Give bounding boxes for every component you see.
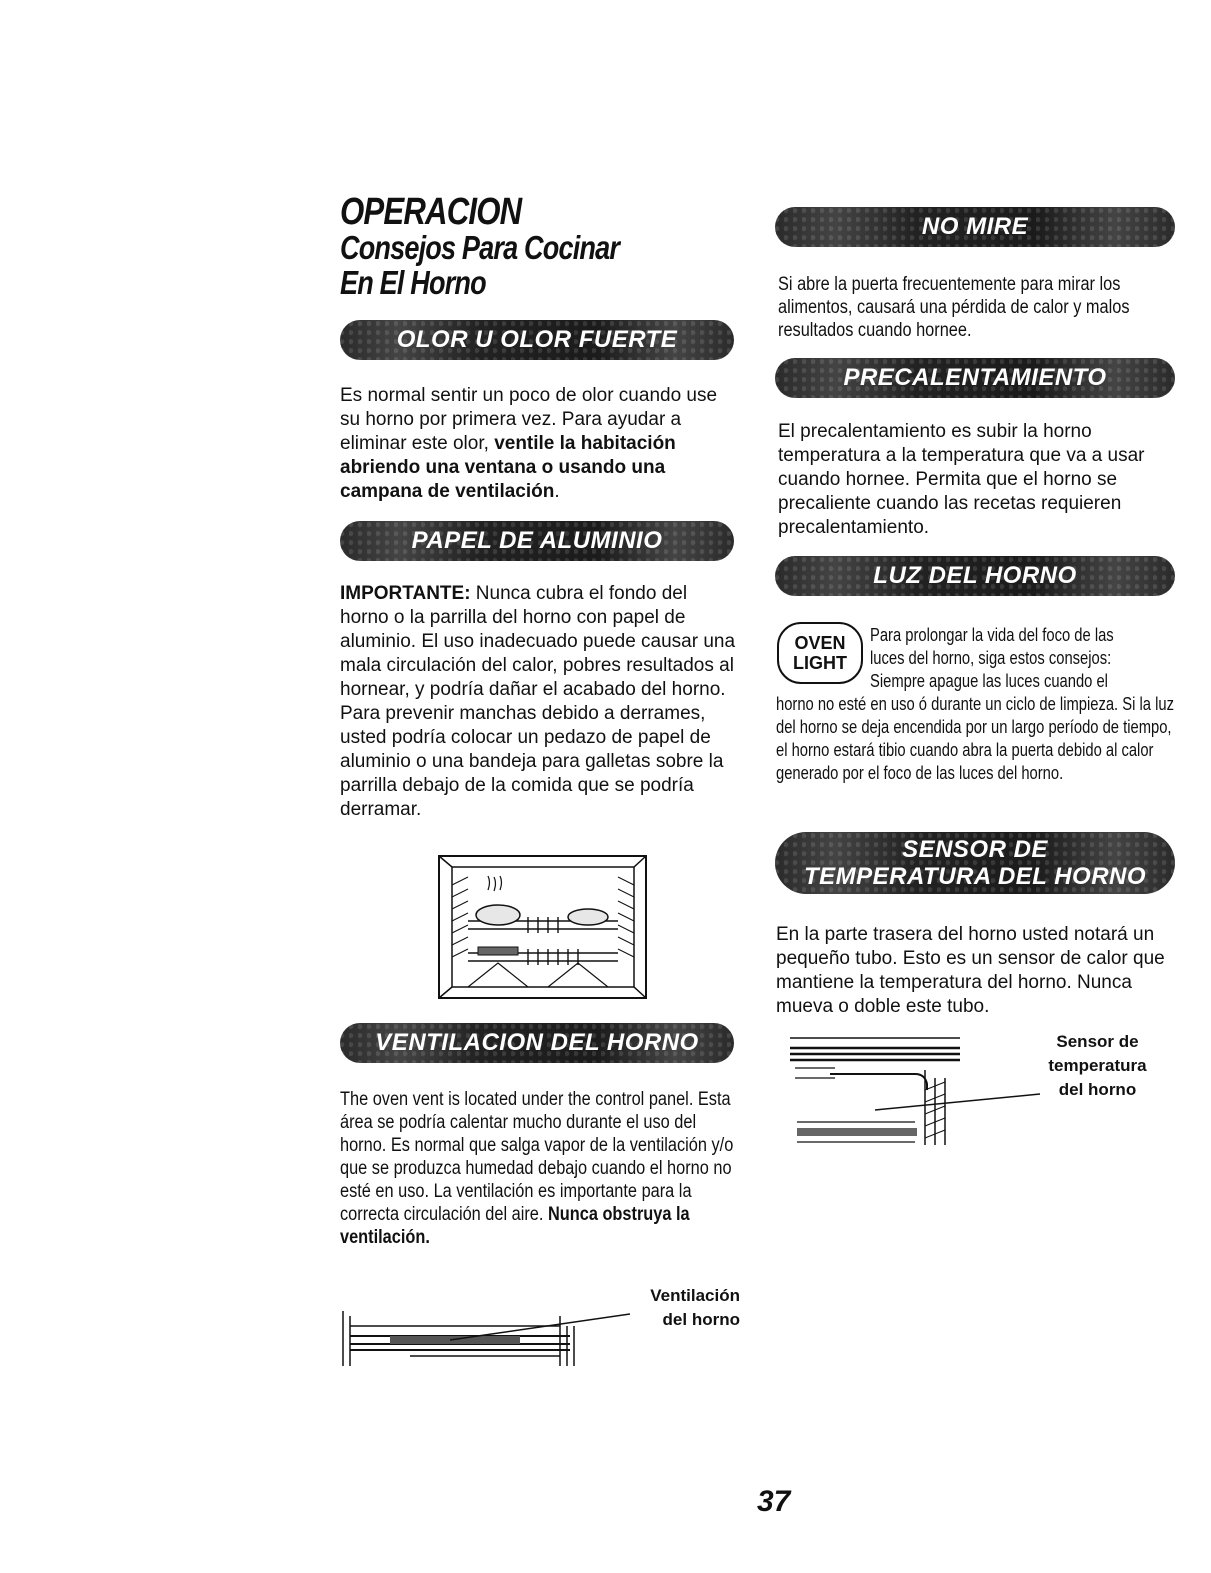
sensor-figure-label: [1040, 1030, 1155, 1102]
section-heading-luz-text: LUZ DEL HORNO: [873, 562, 1077, 589]
papel-label: IMPORTANTE:: [340, 583, 471, 604]
section-heading-papel: [340, 521, 734, 561]
luz-intro-lines: [870, 624, 1182, 693]
section-heading-ventilacion-text: VENTILACION DEL HORNO: [375, 1029, 699, 1056]
section-heading-precalentamiento-text: PRECALENTAMIENTO: [843, 364, 1107, 391]
papel-paragraph: [340, 582, 740, 822]
oven-vent-illustration: [340, 1306, 630, 1366]
section-heading-sensor-text: [804, 836, 1146, 890]
oven-interior-illustration: [438, 855, 648, 1000]
papel-text: Nunca cubra el fondo del horno o la parrilla del horno con papel de aluminio. El uso inadecuado puede causar una mala circulación del calor, pobres resultados al hornear, y podría dañar el acabado del horno. Para prevenir manchas debido a derrames, usted podría colocar un pedazo de papel de aluminio o una bandeja para galletas sobre la parrilla debajo de la comida que se podría derramar.: [340, 583, 736, 820]
vent-label-line1: Ventilación: [650, 1286, 740, 1305]
ventilacion-text: The oven vent is located under the control panel. Esta área se podría calentar mucho durante el uso del horno. Es normal que salga vapor de la ventilación y/o que se produzca humedad debajo cuando el horno no esté en uso. La ventilación es importante para la correcta circulación del aire.: [340, 1089, 734, 1225]
section-heading-no-mire-text: NO MIRE: [921, 213, 1029, 240]
vent-label-line2: del horno: [662, 1310, 740, 1329]
luz-line3: Siempre apague las luces cuando el: [870, 671, 1108, 691]
luz-line1: Para prolongar la vida del foco de las: [870, 625, 1114, 645]
page-subtitle-line1: Consejos Para Cocinar: [340, 229, 620, 266]
no-mire-paragraph: Si abre la puerta frecuentemente para mirar los alimentos, causará una pérdida de calor y malos resultados cuando hornee.: [778, 274, 1130, 341]
oven-light-key-line1: OVEN: [794, 633, 846, 653]
page-number: 37: [757, 1485, 791, 1518]
luz-paragraph: horno no esté en uso ó durante un ciclo de limpieza. Si la luz del horno se deja encendida por un largo período de tiempo, el horno estará tibio cuando abra la puerta debido al calor generado por el foco de las luces del horno.: [776, 694, 1174, 783]
section-heading-papel-text: PAPEL DE ALUMINIO: [411, 527, 663, 554]
olor-text-bold: ventile la habitación abriendo una ventana o usando una campana de ventilación: [340, 433, 676, 502]
section-heading-no-mire: [775, 207, 1175, 247]
oven-light-key-icon: [777, 622, 863, 684]
sensor-heading-line1: SENSOR DE: [902, 836, 1048, 863]
temperature-sensor-illustration: [775, 1030, 1045, 1145]
precalentamiento-paragraph: El precalentamiento es subir la horno temperatura a la temperatura que va a usar cuando hornee. Permita que el horno se precaliente cuando las recetas requieren precalentamiento.: [778, 421, 1145, 538]
section-heading-sensor: [775, 832, 1175, 894]
page-subtitle-line2: En El Horno: [340, 264, 486, 301]
section-heading-ventilacion: [340, 1023, 734, 1063]
sensor-label-line1: Sensor de: [1056, 1032, 1139, 1051]
ventilacion-paragraph: [340, 1088, 742, 1249]
section-heading-olor: [340, 320, 734, 360]
olor-text-end: .: [554, 481, 560, 502]
section-heading-olor-text: OLOR U OLOR FUERTE: [396, 326, 678, 353]
ventilacion-text-bold: Nunca obstruya la ventilación.: [340, 1204, 690, 1248]
luz-line2: luces del horno, siga estos consejos:: [870, 648, 1112, 668]
section-heading-luz: [775, 556, 1175, 596]
section-heading-precalentamiento: [775, 358, 1175, 398]
olor-text: Es normal sentir un poco de olor cuando use su horno por primera vez. Para ayudar a eliminar este olor,: [340, 385, 718, 454]
page-title: OPERACION: [340, 191, 522, 233]
sensor-label-line2: temperatura: [1048, 1056, 1147, 1075]
sensor-paragraph: En la parte trasera del horno usted notará un pequeño tubo. Esto es un sensor de calor que mantiene la temperatura del horno. Nunca mueva o doble este tubo.: [776, 924, 1165, 1017]
sensor-heading-line2: TEMPERATURA DEL HORNO: [803, 863, 1147, 890]
oven-light-key-line2: LIGHT: [793, 653, 847, 673]
sensor-label-line3: del horno: [1058, 1080, 1137, 1099]
olor-paragraph: [340, 384, 740, 504]
vent-figure-label: [620, 1284, 740, 1332]
